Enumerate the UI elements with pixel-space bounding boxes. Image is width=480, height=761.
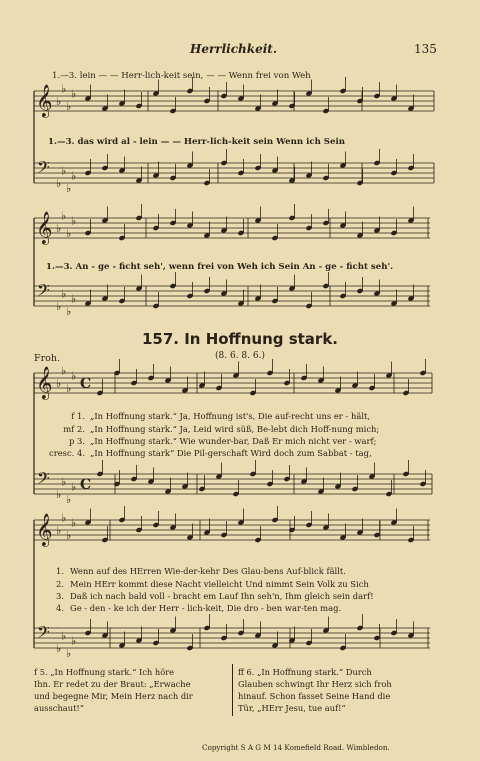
flat-icon: ♭ — [71, 292, 77, 306]
verse-text: „In Hoffnung stark.“ Ja, Leid wird süß, Be-lebt dich Hoff-nung mich; — [90, 424, 380, 434]
flat-icon: ♭ — [61, 364, 67, 378]
flat-icon: ♭ — [61, 511, 67, 525]
verse-label: f 1. — [71, 411, 85, 421]
bass-clef-icon: 𝄢 — [37, 157, 50, 181]
stanza-divider — [232, 664, 233, 716]
flat-icon: ♭ — [71, 516, 77, 530]
verse-label: 2. — [56, 579, 64, 589]
verse-label: 1. — [56, 566, 64, 576]
verse-text: Daß ich nach bald voll - bracht em Lauf Ihn seh'n, Ihm gleich sein darf! — [70, 591, 374, 601]
flat-icon: ♭ — [61, 82, 67, 96]
stanza5-line: Ihn. Er redet zu der Braut: „Erwache — [34, 679, 191, 689]
verse-label: p 3. — [68, 436, 85, 446]
stanza5-line: ausschaut!“ — [34, 703, 84, 713]
lyric-line-system1-top: 1.—3. lein — — Herr-lich-keit sein, — — Wenn frei von Weh — [52, 71, 311, 81]
flat-icon: ♭ — [66, 382, 72, 395]
flat-icon: ♭ — [56, 524, 62, 537]
flat-icon: ♭ — [61, 164, 67, 178]
stanza6-line: ff 6. „In Hoffnung stark.“ Durch — [238, 667, 372, 677]
flat-icon: ♭ — [66, 100, 72, 113]
verse-label: 3. — [56, 591, 64, 601]
bass-clef-icon: 𝄢 — [37, 280, 50, 304]
flat-icon: ♭ — [56, 177, 62, 190]
time-signature-icon: C — [80, 477, 92, 493]
verse-text: Wenn auf des HErren Wie-der-kehr Des Glau-bens Auf-blick fällt. — [70, 566, 346, 576]
flat-icon: ♭ — [61, 629, 67, 643]
treble-clef-icon: 𝄞 — [36, 366, 53, 399]
hymn-title: 157. In Hoffnung stark. — [141, 330, 338, 348]
hymn-meter: (8. 6. 8. 6.) — [215, 351, 265, 361]
flat-icon: ♭ — [56, 222, 62, 235]
verse-text: „In Hoffnung stark.“ Ja, Hoffnung ist's, Die auf-recht uns er - hält, — [90, 411, 371, 421]
stanza6-line: Tür, „HErr Jesu, tue auf!“ — [238, 703, 346, 713]
verse-label: cresc. 4. — [49, 448, 85, 458]
flat-icon: ♭ — [56, 488, 62, 501]
flat-icon: ♭ — [56, 377, 62, 390]
flat-icon: ♭ — [71, 169, 77, 183]
verse-text: „In Hoffnung stark“ Die Pil-gerschaft Wird doch zum Sabbat - tag, — [90, 448, 372, 458]
time-signature-icon: C — [80, 376, 92, 392]
stanza6-line: Glauben schwingt Ihr Herz sich froh — [238, 679, 392, 689]
page-number: 135 — [414, 42, 437, 56]
verse-label: mf 2. — [63, 424, 85, 434]
flat-icon: ♭ — [71, 214, 77, 228]
treble-clef-icon: 𝄞 — [36, 513, 53, 546]
verse-text: Mein HErr kommt diese Nacht vielleicht Und nimmt Sein Volk zu Sich — [70, 579, 369, 589]
flat-icon: ♭ — [56, 95, 62, 108]
running-header-title: Herrlichkeit. — [190, 42, 277, 56]
treble-clef-icon: 𝄞 — [36, 84, 53, 117]
flat-icon: ♭ — [71, 480, 77, 494]
flat-icon: ♭ — [66, 647, 72, 660]
flat-icon: ♭ — [71, 87, 77, 101]
stanza5-line: und begegne Mir, Mein Herz nach dir — [34, 691, 193, 701]
flat-icon: ♭ — [56, 300, 62, 313]
lyric-line-system2: 1.—3. An - ge - ficht seh', wenn frei von Weh ich Sein An - ge - ficht seh'. — [46, 262, 394, 272]
flat-icon: ♭ — [66, 493, 72, 506]
stanza6-line: hinauf. Schon fasset Seine Hand die — [238, 691, 391, 701]
bass-clef-icon: 𝄢 — [37, 622, 50, 646]
flat-icon: ♭ — [66, 529, 72, 542]
stanza5-line: f 5. „In Hoffnung stark.“ Ich höre — [34, 667, 175, 677]
verse-label: 4. — [56, 603, 64, 613]
flat-icon: ♭ — [66, 227, 72, 240]
flat-icon: ♭ — [61, 287, 67, 301]
copyright-notice: Copyright S A G M 14 Komefield Road. Wimbledon. — [202, 743, 390, 752]
treble-clef-icon: 𝄞 — [36, 211, 53, 244]
tempo-marking: Froh. — [34, 353, 60, 364]
flat-icon: ♭ — [66, 182, 72, 195]
flat-icon: ♭ — [71, 369, 77, 383]
bass-clef-icon: 𝄢 — [37, 468, 50, 492]
flat-icon: ♭ — [71, 634, 77, 648]
flat-icon: ♭ — [66, 305, 72, 318]
flat-icon: ♭ — [56, 642, 62, 655]
lyric-line-system1-mid: 1.—3. das wird al - lein — — Herr-lich-keit sein Wenn ich Sein — [48, 137, 345, 147]
flat-icon: ♭ — [61, 475, 67, 489]
flat-icon: ♭ — [61, 209, 67, 223]
verse-text: Ge - den - ke ich der Herr - lich-keit, Die dro - ben war-ten mag. — [70, 603, 342, 613]
verse-text: „In Hoffnung stark.“ Wie wunder-bar, Daß Er mich nicht ver - warf; — [90, 436, 377, 446]
